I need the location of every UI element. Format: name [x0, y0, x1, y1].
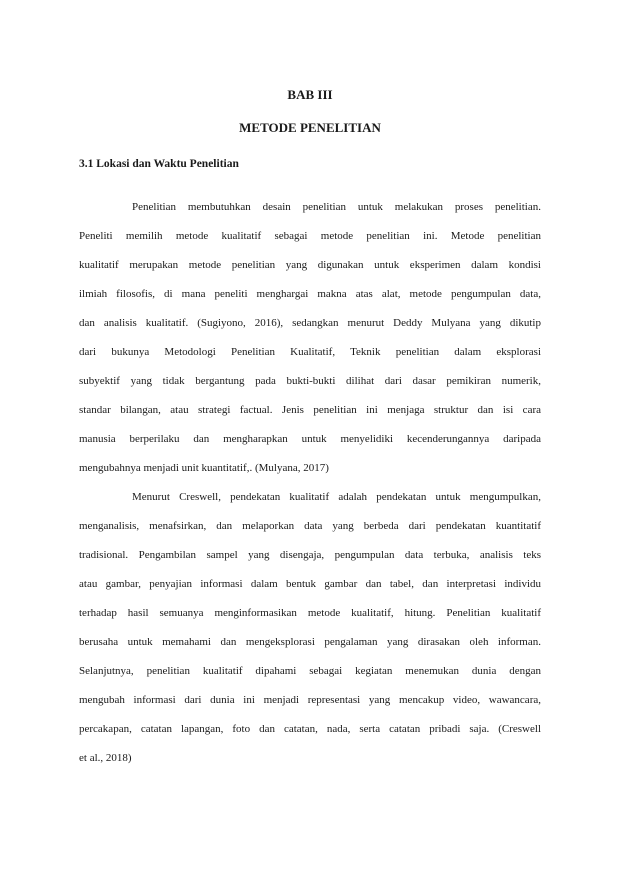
paragraph-line: Penelitian membutuhkan desain penelitian untuk melakukan proses penelitian.: [132, 201, 541, 213]
paragraph-line: standar bilangan, atau strategi factual. Jenis penelitian ini menjaga struktur dan isi cara: [79, 404, 541, 416]
paragraph-line: Menurut Creswell, pendekatan kualitatif adalah pendekatan untuk mengumpulkan,: [132, 491, 541, 503]
paragraph-line: menganalisis, menafsirkan, dan melaporkan data yang berbeda dari pendekatan kuantitatif: [79, 520, 541, 532]
paragraph-line: atau gambar, penyajian informasi dalam bentuk gambar dan tabel, dan interpretasi individu: [79, 578, 541, 590]
paragraph-line: dan analisis kualitatif. (Sugiyono, 2016), sedangkan menurut Deddy Mulyana yang dikutip: [79, 317, 541, 329]
chapter-number: BAB III: [287, 87, 333, 102]
paragraph-line: tradisional. Pengambilan sampel yang disengaja, pengumpulan data terbuka, analisis teks: [79, 549, 541, 561]
paragraph-line: manusia berperilaku dan mengharapkan untuk menyelidiki kecenderungannya daripada: [79, 433, 541, 445]
paragraph-line: Peneliti memilih metode kualitatif sebagai metode penelitian ini. Metode penelitian: [79, 230, 541, 242]
section-heading: 3.1 Lokasi dan Waktu Penelitian: [79, 158, 239, 170]
paragraph-line: subyektif yang tidak bergantung pada bukti-bukti dilihat dari dasar pemikiran numerik,: [79, 375, 541, 387]
paragraph-line: berusaha untuk memahami dan mengeksplorasi pengalaman yang dirasakan oleh informan.: [79, 636, 541, 648]
paragraph-line: Selanjutnya, penelitian kualitatif dipahami sebagai kegiatan menemukan dunia dengan: [79, 665, 541, 677]
paragraph-line: percakapan, catatan lapangan, foto dan catatan, nada, serta catatan pribadi saja. (Creswell: [79, 723, 541, 735]
paragraph-line: ilmiah filosofis, di mana peneliti menghargai makna atas alat, metode pengumpulan data,: [79, 288, 541, 300]
paragraph-line: terhadap hasil semuanya menginformasikan metode kualitatif, hitung. Penelitian kualitatif: [79, 607, 541, 619]
paragraph-line: mengubah informasi dari dunia ini menjadi representasi yang mencakup video, wawancara,: [79, 694, 541, 706]
chapter-title: METODE PENELITIAN: [239, 120, 381, 135]
paragraph-line: kualitatif merupakan metode penelitian yang digunakan untuk eksperimen dalam kondisi: [79, 259, 541, 271]
paragraph-line: dari bukunya Metodologi Penelitian Kualitatif, Teknik penelitian dalam eksplorasi: [79, 346, 541, 358]
paragraph-line: et al., 2018): [79, 752, 132, 764]
paragraph-line: mengubahnya menjadi unit kuantitatif,. (Mulyana, 2017): [79, 462, 329, 474]
